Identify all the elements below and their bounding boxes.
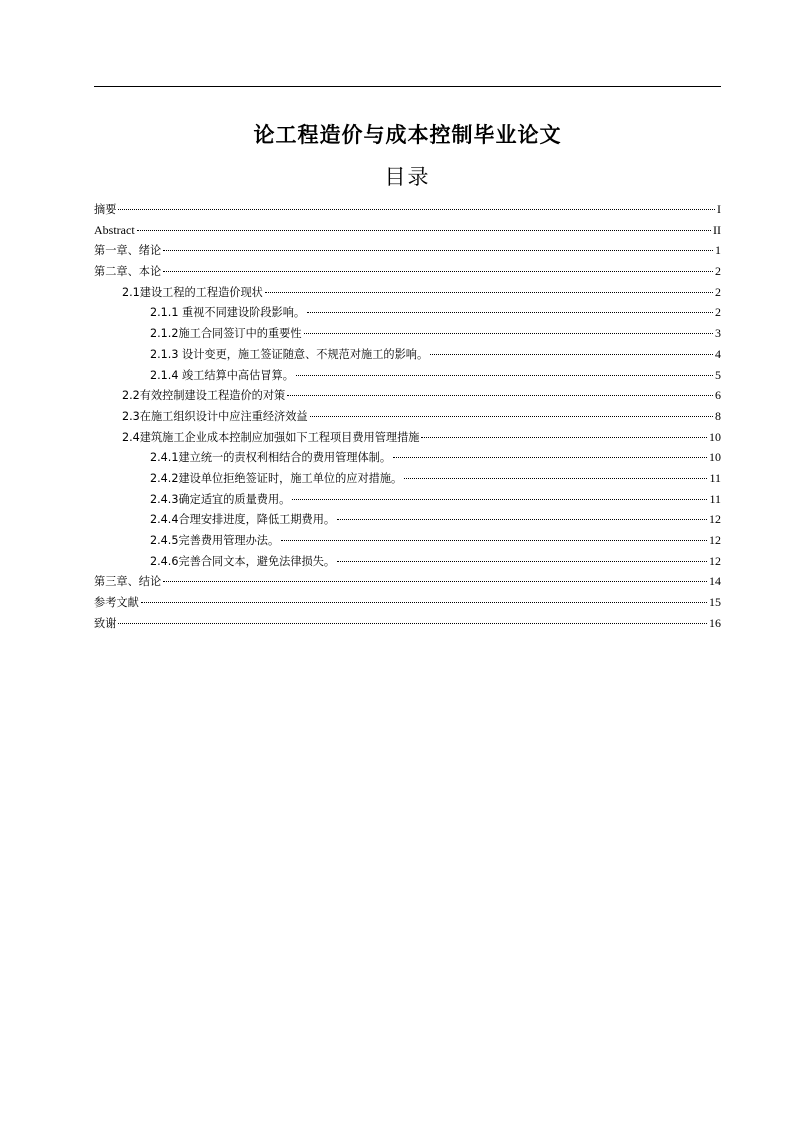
toc-page-number: 11 bbox=[709, 470, 721, 485]
toc-page-number: 15 bbox=[709, 595, 721, 610]
toc-page-number: 2 bbox=[715, 284, 721, 299]
toc-page-number: 3 bbox=[715, 326, 721, 341]
toc-entry-title: 2.4.5完善费用管理办法。 bbox=[150, 534, 280, 547]
toc-leader-dots bbox=[163, 250, 713, 251]
toc-entry-title: 2.1.2施工合同签订中的重要性 bbox=[150, 327, 302, 341]
toc-entry-title: 2.2有效控制建设工程造价的对策 bbox=[122, 389, 286, 403]
toc-entry-section-2-3[interactable] bbox=[94, 406, 721, 427]
toc-entry-title: 第三章、结论 bbox=[94, 575, 162, 589]
toc-leader-dots bbox=[304, 333, 713, 334]
toc-leader-dots bbox=[296, 375, 713, 376]
toc-page-number: 2 bbox=[715, 264, 721, 279]
toc-leader-dots bbox=[310, 416, 713, 417]
toc-entry-title: 2.4.4合理安排进度，降低工期费用。 bbox=[150, 513, 336, 527]
toc-leader-dots bbox=[281, 540, 707, 541]
toc-leader-dots bbox=[307, 312, 713, 313]
toc-page-number: I bbox=[717, 202, 721, 216]
toc-entry-title: 摘要 bbox=[94, 203, 117, 216]
toc-leader-dots bbox=[421, 437, 707, 438]
toc-leader-dots bbox=[118, 209, 715, 210]
toc-entry-title: 2.4.2建设单位拒绝签证时，施工单位的应对措施。 bbox=[150, 471, 403, 485]
toc-entry-section-2-1-2[interactable] bbox=[94, 323, 721, 344]
toc-page-number: 2 bbox=[715, 305, 721, 320]
toc-entry-chapter-2[interactable] bbox=[94, 261, 721, 282]
toc-page-number: II bbox=[713, 222, 721, 237]
toc-leader-dots bbox=[118, 623, 707, 624]
toc-entry-section-2-4-1[interactable] bbox=[94, 447, 721, 468]
toc-leader-dots bbox=[141, 602, 707, 603]
toc-entry-title: 第二章、本论 bbox=[94, 265, 162, 279]
toc-leader-dots bbox=[393, 457, 707, 458]
toc-entry-abstract-cn[interactable] bbox=[94, 199, 721, 220]
toc-page-number: 12 bbox=[709, 533, 721, 547]
toc-entry-title: 2.1.1 重视不同建设阶段影响。 bbox=[150, 306, 306, 320]
toc-page-number: 6 bbox=[715, 388, 721, 403]
toc-entry-chapter-1[interactable] bbox=[94, 240, 721, 261]
toc-entry-section-2-4[interactable] bbox=[94, 427, 721, 448]
toc-page-number: 10 bbox=[709, 450, 721, 465]
toc-entry-title: 2.1.4 竣工结算中高估冒算。 bbox=[150, 368, 294, 382]
toc-entry-title: 2.4.6完善合同文本，避免法律损失。 bbox=[150, 554, 336, 568]
toc-entry-title: 2.4建筑施工企业成本控制应加强如下工程项目费用管理措施 bbox=[122, 430, 420, 444]
toc-entry-section-2-1-4[interactable] bbox=[94, 365, 721, 386]
toc-entry-section-2-2[interactable] bbox=[94, 385, 721, 406]
toc-entry-section-2-4-6[interactable] bbox=[94, 551, 721, 572]
toc-page-number: 12 bbox=[709, 512, 721, 527]
toc-leader-dots bbox=[430, 354, 713, 355]
toc-entry-references[interactable] bbox=[94, 592, 721, 613]
toc-page-number: 10 bbox=[709, 429, 721, 444]
toc-entry-section-2-4-3[interactable] bbox=[94, 489, 721, 510]
toc-entry-title: 2.4.1建立统一的责权利相结合的费用管理体制。 bbox=[150, 451, 392, 465]
toc-entry-section-2-1[interactable] bbox=[94, 282, 721, 303]
toc-leader-dots bbox=[163, 271, 713, 272]
toc-entry-title: 参考文献 bbox=[94, 596, 139, 610]
toc-entry-abstract-en[interactable] bbox=[94, 220, 721, 241]
toc-heading: 目录 bbox=[384, 165, 431, 189]
toc-page-number: 8 bbox=[715, 408, 721, 423]
toc-entry-title: 2.4.3确定适宜的质量费用。 bbox=[150, 492, 291, 506]
table-of-contents bbox=[94, 199, 721, 633]
toc-leader-dots bbox=[292, 499, 707, 500]
toc-leader-dots bbox=[404, 478, 707, 479]
toc-entry-section-2-1-3[interactable] bbox=[94, 344, 721, 365]
toc-entry-title: 2.1建设工程的工程造价现状 bbox=[122, 285, 263, 299]
toc-page-number: 14 bbox=[709, 574, 721, 589]
toc-leader-dots bbox=[137, 230, 711, 231]
toc-entry-title: 第一章、绪论 bbox=[94, 244, 162, 258]
toc-leader-dots bbox=[265, 292, 713, 293]
toc-entry-title: Abstract bbox=[94, 222, 135, 237]
toc-leader-dots bbox=[337, 561, 707, 562]
toc-entry-section-2-4-4[interactable] bbox=[94, 509, 721, 530]
toc-entry-acknowledgements[interactable] bbox=[94, 613, 721, 634]
toc-leader-dots bbox=[163, 581, 707, 582]
toc-entry-section-2-4-2[interactable] bbox=[94, 468, 721, 489]
toc-page-number: 11 bbox=[709, 491, 721, 506]
toc-entry-section-2-4-5[interactable] bbox=[94, 530, 721, 551]
toc-entry-title: 2.1.3 设计变更，施工签证随意、不规范对施工的影响。 bbox=[150, 347, 429, 361]
toc-entry-title: 致谢 bbox=[94, 616, 117, 630]
toc-entry-chapter-3[interactable] bbox=[94, 571, 721, 592]
toc-page-number: 1 bbox=[715, 243, 721, 258]
document-title: 论工程造价与成本控制毕业论文 bbox=[253, 123, 562, 147]
toc-leader-dots bbox=[337, 519, 707, 520]
header-rule bbox=[94, 86, 721, 87]
toc-leader-dots bbox=[287, 395, 713, 396]
toc-entry-title: 2.3在施工组织设计中应注重经济效益 bbox=[122, 409, 308, 423]
toc-page-number: 5 bbox=[715, 367, 721, 382]
toc-entry-section-2-1-1[interactable] bbox=[94, 302, 721, 323]
toc-page-number: 12 bbox=[709, 553, 721, 568]
toc-page-number: 4 bbox=[715, 346, 721, 361]
toc-page-number: 16 bbox=[709, 615, 721, 630]
